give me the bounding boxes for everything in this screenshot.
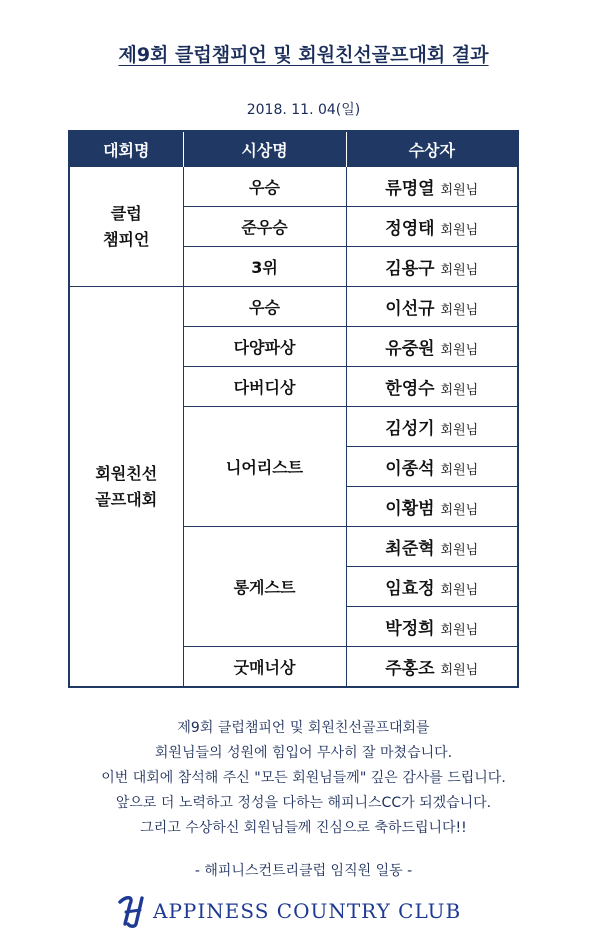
winner-cell — [346, 567, 518, 607]
event-date: 2018. 11. 04(일) — [246, 102, 361, 118]
winner-name: 한영수 — [385, 379, 435, 399]
winner-cell — [346, 327, 518, 367]
results-table — [68, 130, 519, 688]
event-line: 골프대회 — [95, 489, 158, 509]
page-title: 제9회 클럽챔피언 및 회원친선골프대회 결과 — [118, 44, 489, 66]
event-cell-member-tournament — [69, 287, 183, 688]
award-cell: 다양파상 — [183, 327, 346, 367]
award-cell: 우승 — [183, 287, 346, 327]
winner-cell — [346, 167, 518, 207]
award-cell: 우승 — [183, 167, 346, 207]
honorific: 회원님 — [440, 423, 479, 438]
honorific: 회원님 — [440, 183, 479, 198]
message-line: 이번 대회에 참석해 주신 "모든 회원님들께" 깊은 감사를 드립니다. — [101, 770, 506, 786]
table-row — [69, 167, 518, 207]
honorific: 회원님 — [440, 663, 479, 678]
table-header-row — [69, 131, 518, 167]
honorific: 회원님 — [440, 463, 479, 478]
winner-cell — [346, 447, 518, 487]
staff-signature: - 해피니스컨트리클럽 임직원 일동 - — [194, 863, 413, 879]
winner-name: 임효정 — [385, 579, 435, 599]
header-winner: 수상자 — [346, 131, 518, 167]
winner-name: 주홍조 — [385, 659, 435, 679]
message-line: 앞으로 더 노력하고 정성을 다하는 해피니스CC가 되겠습니다. — [115, 795, 492, 811]
winner-cell — [346, 247, 518, 287]
message-line: 제9회 클럽챔피언 및 회원친선골프대회를 — [177, 720, 430, 736]
honorific: 회원님 — [440, 263, 479, 278]
honorific: 회원님 — [440, 623, 479, 638]
event-line: 회원친선 — [95, 463, 158, 483]
event-line: 챔피언 — [103, 229, 150, 249]
winner-cell — [346, 207, 518, 247]
winner-name: 이황범 — [385, 499, 435, 519]
winner-name: 박정희 — [385, 619, 435, 639]
award-cell: 니어리스트 — [183, 407, 346, 527]
winner-cell — [346, 647, 518, 688]
honorific: 회원님 — [440, 223, 479, 238]
message-line: 회원님들의 성원에 힘입어 무사히 잘 마쳤습니다. — [154, 745, 453, 761]
honorific: 회원님 — [440, 583, 479, 598]
winner-cell — [346, 527, 518, 567]
honorific: 회원님 — [440, 543, 479, 558]
winner-name: 김성기 — [385, 419, 435, 439]
honorific: 회원님 — [440, 383, 479, 398]
winner-name: 류명열 — [385, 179, 435, 199]
award-cell: 준우승 — [183, 207, 346, 247]
header-event: 대회명 — [69, 131, 183, 167]
stylized-h-logo-icon — [116, 894, 152, 928]
winner-cell — [346, 607, 518, 647]
award-cell: 롱게스트 — [183, 527, 346, 647]
message-line: 그리고 수상하신 회원님들께 진심으로 축하드립니다!! — [140, 820, 467, 836]
honorific: 회원님 — [440, 303, 479, 318]
event-line: 클럽 — [110, 203, 142, 223]
winner-name: 김용구 — [385, 259, 435, 279]
winner-name: 이종석 — [385, 459, 435, 479]
winner-name: 유중원 — [385, 339, 435, 359]
winner-cell — [346, 407, 518, 447]
honorific: 회원님 — [440, 343, 479, 358]
logo-text: APPINESS COUNTRY CLUB — [153, 899, 462, 923]
award-cell: 굿매너상 — [183, 647, 346, 688]
club-logo — [116, 893, 461, 929]
winner-name: 이선규 — [385, 299, 435, 319]
winner-name: 정영태 — [385, 219, 435, 239]
honorific: 회원님 — [440, 503, 479, 518]
table-row — [69, 287, 518, 327]
thank-you-message — [0, 716, 607, 841]
winner-cell — [346, 367, 518, 407]
award-cell: 다버디상 — [183, 367, 346, 407]
header-award: 시상명 — [183, 131, 346, 167]
winner-cell — [346, 487, 518, 527]
winner-cell — [346, 287, 518, 327]
award-cell: 3위 — [183, 247, 346, 287]
winner-name: 최준혁 — [385, 539, 435, 559]
event-cell-club-champion — [69, 167, 183, 287]
